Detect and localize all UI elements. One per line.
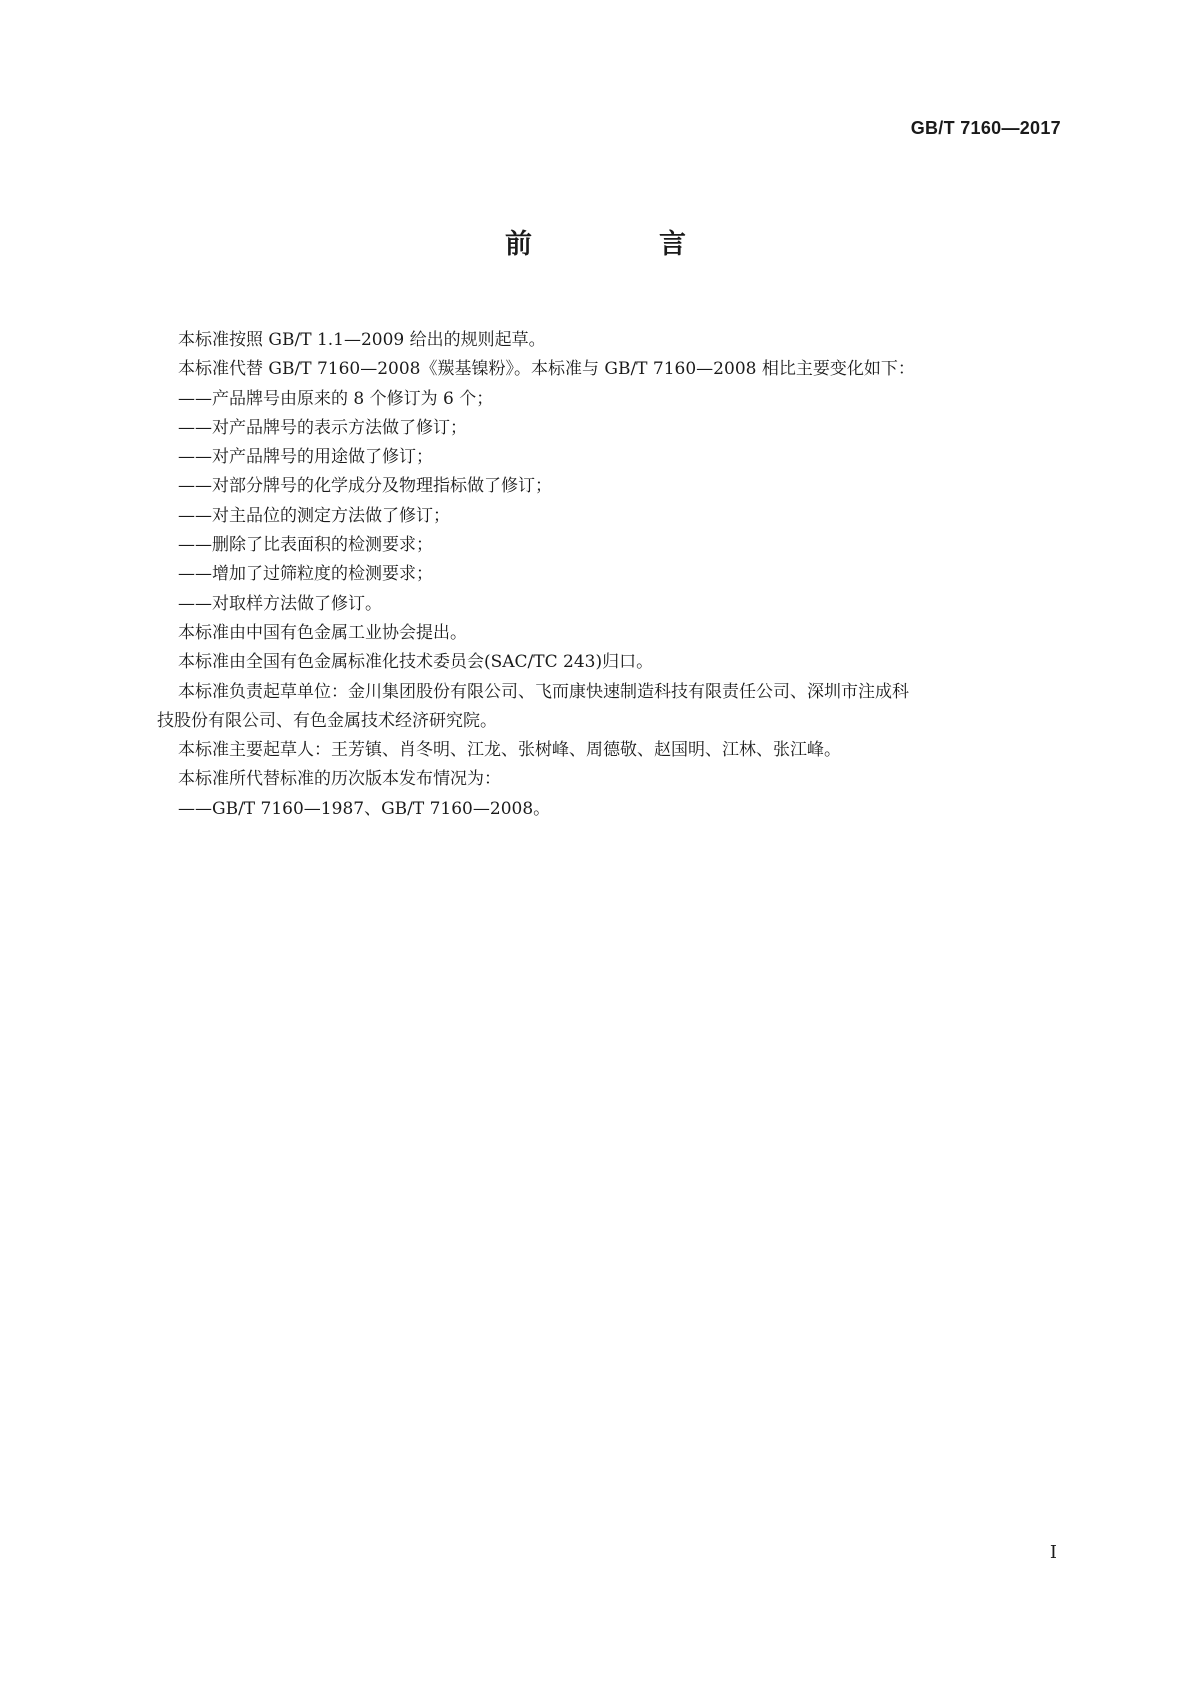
proposed-by-paragraph: 本标准由中国有色金属工业协会提出。 [178, 622, 467, 643]
change-item: ——对产品牌号的表示方法做了修订； [178, 417, 467, 438]
change-item: ——对产品牌号的用途做了修订； [178, 447, 433, 468]
drafters-paragraph: 本标准主要起草人：王芳镇、肖冬明、江龙、张树峰、周德敬、赵国明、江林、张江峰。 [178, 740, 841, 761]
centralized-by-paragraph: 本标准由全国有色金属标准化技术委员会(SAC/TC 243)归口。 [178, 652, 654, 673]
change-item: ——对取样方法做了修订。 [178, 593, 382, 614]
change-item: ——产品牌号由原来的 8 个修订为 6 个； [178, 388, 494, 409]
foreword-body [157, 326, 1066, 824]
history-intro-paragraph: 本标准所代替标准的历次版本发布情况为： [178, 769, 501, 790]
page-title: 前 言 [505, 229, 736, 260]
replacement-paragraph: 本标准代替 GB/T 7160—2008《羰基镍粉》。本标准与 GB/T 7160—2008 相比主要变化如下： [178, 359, 915, 380]
change-item: ——对部分牌号的化学成分及物理指标做了修订； [178, 476, 552, 497]
change-item: ——删除了比表面积的检测要求； [178, 535, 433, 556]
drafting-units-line1: 本标准负责起草单位：金川集团股份有限公司、飞而康快速制造科技有限责任公司、深圳市注成科 [178, 681, 909, 702]
page-number: I [1049, 1542, 1057, 1563]
standard-code-header: GB/T 7160—2017 [910, 118, 1061, 138]
change-item: ——对主品位的测定方法做了修订； [178, 505, 450, 526]
drafting-units-paragraph [157, 678, 1066, 737]
drafting-rules-paragraph: 本标准按照 GB/T 1.1—2009 给出的规则起草。 [178, 330, 546, 350]
drafting-units-line2: 技股份有限公司、有色金属技术经济研究院。 [157, 710, 497, 731]
history-item: ——GB/T 7160—1987、GB/T 7160—2008。 [178, 798, 551, 819]
change-item: ——增加了过筛粒度的检测要求； [178, 564, 433, 585]
